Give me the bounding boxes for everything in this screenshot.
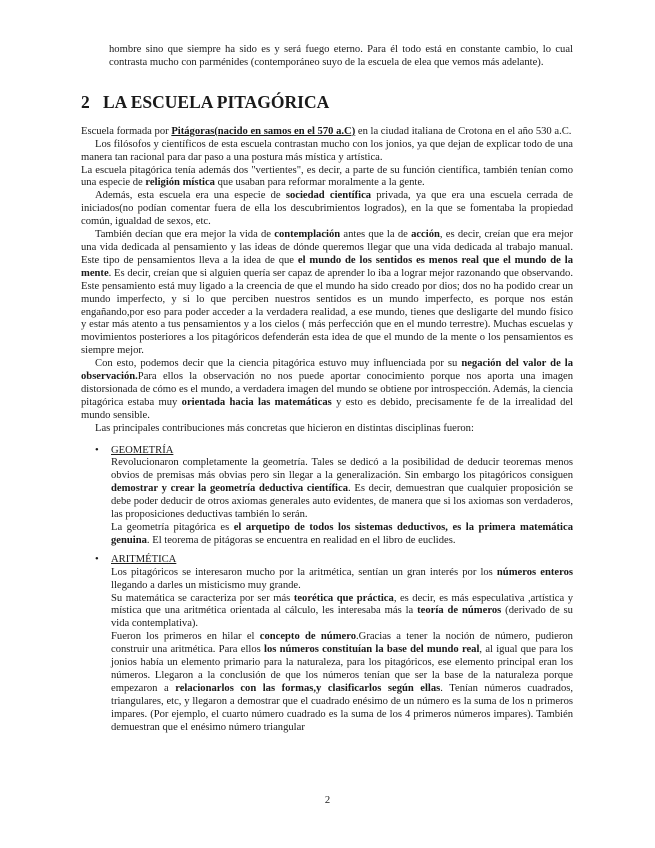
geometria-paragraph-2	[111, 522, 573, 548]
paragraph-contemplacion	[81, 229, 573, 358]
text: Su matemática se caracteriza por ser más	[111, 592, 294, 604]
bold-text: demostrar y crear la geometría deductiva científica	[111, 483, 349, 495]
text: Fueron los primeros en hilar el	[111, 631, 260, 643]
text: y esto es debido, precisamente fe de la irrealidad del mundo sensible.	[81, 396, 574, 421]
bold-text: relacionarlos con las formas,y clasificarlos según ellas	[175, 682, 441, 694]
text: . El teorema de pitágoras se encuentra en realidad en el libro de euclides.	[146, 534, 456, 546]
text: .Gracias a tener la noción de número, pudieron construir una aritmética. Para ellos	[111, 631, 573, 656]
text: , es decir, es más especulativa ,artística y mística que una aritmética orientada al cálculo, les interesaba más la	[111, 592, 573, 617]
text: Los pitagóricos se interesaron mucho por la aritmética, sentían un gran interés por los	[111, 566, 497, 578]
text: También decían que era mejor la vida de	[95, 229, 275, 241]
intro-paragraph: hombre sino que siempre ha sido es y será fuego eterno. Para él todo está en constante cambio, lo cual contrasta mucho con parménides (contemporáneo suyo de la escuela de elea que vemos más adelante).	[109, 44, 573, 68]
section-title: LA ESCUELA PITAGÓRICA	[103, 91, 330, 112]
item-title-aritmetica: ARITMÉTICA	[111, 553, 177, 565]
text: Revolucionaron completamente la geometría. Tales se dedicó a la posibilidad de deducir teoremas menos obvios de premisas más obvias pero sin llegar a la generalización. Sin embargo los pitagóricos consiguen	[111, 457, 573, 482]
text: llegando a darles un misticismo muy grande.	[111, 579, 301, 591]
text: que usaban para reformar moralmente a la gente.	[214, 177, 425, 189]
text: La escuela pitagórica tenía además dos "vertientes", es decir, a parte de su función científica, también tenían como una especie de	[81, 164, 573, 189]
section-heading	[81, 92, 573, 112]
text: La geometría pitagórica es	[111, 522, 234, 533]
paragraph-contribuciones: Las principales contribuciones más concretas que hicieron en distintas disciplinas fueron:	[95, 422, 474, 434]
bold-text: Pitágoras(nacido en samos en el 570 a.C)	[171, 125, 356, 137]
page-number: 2	[324, 795, 331, 806]
text: (derivado de su vida contemplativa).	[111, 605, 573, 630]
text: . Es decir, creían que si alguien quería ser capaz de aprender lo iba a lograr mejor razonando que observando. Este pensamiento está muy ligado a la creencia de que el mundo ha sido creado por dios; dos no ha podido crear un mundo imperfecto, y si lo que perciben nuestros sentidos es un mundo imperfecto, es porque nos están engañando,por eso para poder acceder a la verdadera realidad, a ese mundo, tienes que desligarte del mundo físico y estar más atento a tus pensamientos y a los cielos ( más perfección que en el mundo terrestre). Muchas escuelas y movimientos posteriores a los pitagóricos defenderán esta idea de que el mundo de la mente o los pensamientos es siempre mejor.	[81, 267, 573, 357]
bold-text: orientada hacia las matemáticas	[181, 396, 332, 408]
bullet-icon: •	[95, 553, 99, 565]
bold-text: contemplación	[274, 229, 341, 241]
text: en la ciudad italiana de Crotona en el año 530 a.C.	[355, 125, 572, 137]
bold-text: teoría de números	[417, 605, 502, 617]
text: , es decir, creían que era mejor una vida dedicada al pensamiento y las ideas de dónde queremos llegar que una vida dedicada al trabajo manual. Este tipo de pensamientos lleva a la idea de que	[81, 229, 573, 266]
section-number: 2	[81, 91, 90, 112]
bold-text: el mundo de los sentidos es menos real que el mundo de la mente	[81, 254, 573, 279]
bold-text: religión mística	[145, 177, 215, 189]
list-item-aritmetica	[81, 554, 573, 735]
bold-text: negación del valor de la observación.	[81, 358, 573, 383]
bold-text: el arquetipo de todos los sistemas deductivos, es la primera matemática genuina	[111, 522, 573, 546]
bold-text: números enteros	[496, 566, 573, 578]
text: . Tenían números cuadrados, triangulares, etc, y llegaron a demostrar que el cuadrado enésimo de un número es la suma de los n primeros impares. (Por ejemplo, el cuarto número cuadrado es la suma de los 4 primeros números impares). También demuestran que el enésimo número triangular	[111, 682, 574, 733]
text: antes que la de	[340, 229, 412, 241]
aritmetica-paragraph-1	[111, 567, 573, 593]
bold-text: los números constituían la base del mundo real	[264, 644, 480, 656]
bold-text: teorética que práctica	[293, 592, 394, 604]
aritmetica-paragraph-3	[111, 631, 573, 734]
bold-text: sociedad científica	[285, 190, 372, 202]
text: Escuela formada por	[81, 125, 172, 137]
bullet-icon: •	[95, 444, 99, 456]
contributions-list	[81, 445, 573, 735]
aritmetica-paragraph-2	[111, 593, 573, 632]
text: privada, ya que era una escuela cerrada de iniciados(no podían comentar fuera de ella los descubrimientos logrados), en la que se fomentaba la propiedad común, igualdad de sexos, etc.	[81, 190, 573, 228]
bold-text: concepto de número	[259, 631, 357, 643]
geometria-paragraph-1	[111, 457, 573, 522]
text: Para ellos la observación no nos puede aportar conocimiento porque nos aporta una imagen distorsionada de cómo es el mundo, a verdadera imagen del mundo se obtiene por introspección. Además, la ciencia pitagórica estaba muy	[81, 371, 573, 408]
paragraph-vertientes	[81, 165, 573, 191]
paragraph-contrast: Los filósofos y científicos de esta escuela contrastan mucho con los jonios, ya que dejan de explicar todo de una manera tan racional para dar paso a una postura más mística y artística.	[81, 138, 573, 163]
paragraph-founder	[81, 126, 573, 139]
text: Además, esta escuela era una especie de	[95, 190, 286, 202]
bold-text: acción	[411, 229, 440, 241]
text: , al igual que para los jonios había un elemento primario para la naturaleza, para los pitagóricos, ese elemento principal eran los números. Llegaron a la conclusión de que los números tenían que ser la base de la naturaleza porque empezaron a	[111, 644, 574, 694]
text: Con esto, podemos decir que la ciencia pitagórica estuvo muy influenciada por su	[95, 358, 462, 370]
item-title-geometria: GEOMETRÍA	[111, 444, 174, 456]
list-item-geometria	[81, 445, 573, 548]
page-body	[81, 44, 573, 741]
paragraph-observacion	[81, 358, 573, 423]
paragraph-sociedad	[81, 190, 573, 229]
text: . Es decir, demuestran que cualquier proposición se debe poder deducir de otros axiomas generales auto evidentes, de manera que si los axiomas son verdaderos, las proposiciones deductivas también lo serán.	[111, 483, 573, 521]
